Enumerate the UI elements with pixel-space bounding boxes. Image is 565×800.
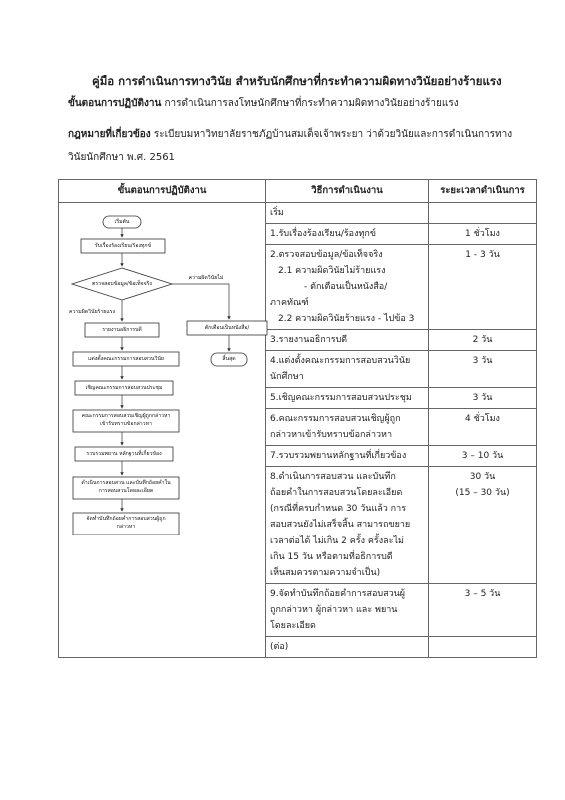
flow-serious-label: ความผิดวินัยร้ายแรง [68,309,116,315]
law-text: ระเบียบมหาวิทยาลัยราชภัฏบ้านสมเด็จเจ้าพระยา ว่าด้วยวินัยและการดำเนินการทาง [153,129,513,140]
time-cell: 3 วัน [429,388,537,409]
time-line: (15 – 30 วัน) [455,488,510,498]
method-cell: 1.รับเรื่องร้องเรียน/ร้องทุกข์ [266,224,429,245]
time-cell: 1 - 3 วัน [429,245,537,330]
table-header-row [59,180,537,203]
method-line: กล่าวหาเข้ารับทราบข้อกล่าวหา [270,430,393,440]
method-line: (กรณีที่ครบกำหนด 30 วันแล้ว การ [270,504,407,514]
page-title: คู่มือ การดำเนินการทางวินัย สำหรับนักศึกษาที่กระทำความผิดทางวินัยอย่างร้ายแรง [92,74,502,88]
flow-warn-label: ตักเตือนเป็นหนังสือ/ [204,325,250,331]
method-line: เวลาต่อได้ ไม่เกิน 2 ครั้ง ครั้งละไม่ [270,536,404,546]
method-line: 6.คณะกรรมการสอบสวนเชิญผู้ถูก [270,414,401,424]
flow-evidence-label: รวบรวมพยาน หลักฐานที่เกี่ยวข้อง [86,451,162,457]
method-cell [266,584,429,637]
flow-invite-label: เชิญคณะกรรมการสอบสวนประชุม [85,385,163,391]
method-line: ถ้อยคำในการสอบสวนโดยละเอียด [270,488,403,498]
method-line: เห็นสมควรตามความจำเป็น) [270,568,381,578]
flow-notify-label-2: เข้ารับทราบข้อกล่าวหา [100,421,152,427]
column-header: ขั้นตอนการปฏิบัติงาน [59,180,266,203]
time-cell: 3 – 5 วัน [429,584,537,637]
procedure-table [58,179,537,658]
column-header: วิธีการดำเนินงาน [266,180,429,203]
time-cell [429,467,537,584]
method-cell: เริ่ม [266,203,429,224]
flowchart [63,205,261,535]
method-cell [266,245,429,330]
method-line: เกิน 15 วัน หรือตามที่อธิการบดี [270,552,393,562]
method-cell: 3.รายงานอธิการบดี [266,330,429,351]
method-line: 8.ดำเนินการสอบสวน และบันทึก [270,472,396,482]
flow-record-label-1: จัดทำบันทึกถ้อยคำการสอบสวนผู้ถูก [86,516,166,522]
method-cell [266,409,429,446]
method-line: นักศึกษา [270,372,304,382]
method-line: 2.1 ความผิดวินัยไม่ร้ายแรง [278,266,386,276]
method-cell [266,467,429,584]
method-line: 9.จัดทำบันทึกถ้อยคำการสอบสวนผู้ [270,589,406,599]
time-cell: 2 วัน [429,330,537,351]
method-line: - ตักเตือนเป็นหนังสือ/ [304,282,388,292]
flow-start-label: เริ่มต้น [114,219,130,225]
method-line: โดยละเอียด [270,621,316,631]
flow-notify-label-1: คณะกรรมการสอบสวนเชิญผู้ถูกกล่าวหา [81,413,171,419]
time-cell [429,203,537,224]
flow-record-label-2: กล่าวหา [116,524,136,530]
method-cell: 7.รวบรวมพยานหลักฐานที่เกี่ยวข้อง [266,446,429,467]
law-label: กฎหมายที่เกี่ยวข้อง [68,129,151,140]
time-cell [429,637,537,658]
method-line: 4.แต่งตั้งคณะกรรมการสอบสวนวินัย [270,356,411,366]
procedure-text: การดำเนินการลงโทษนักศึกษาที่กระทำความผิดทางวินัยอย่างร้ายแรง [164,98,459,109]
time-line: 30 วัน [469,472,496,482]
time-cell: 3 วัน [429,351,537,388]
method-line: ถูกกล่าวหา ผู้กล่าวหา และ พยาน [270,605,398,615]
flow-not-serious-label: ความผิดวินัยไม่ [188,275,224,281]
method-cell: 5.เชิญคณะกรรมการสอบสวนประชุม [266,388,429,409]
method-line: ภาคทัณฑ์ [270,298,309,308]
law-line [68,127,512,142]
method-cell: (ต่อ) [266,637,429,658]
flow-check-label: ตรวจสอบข้อมูล/ข้อเท็จจริง [92,281,152,287]
flowchart-cell [59,203,266,658]
table-row [59,203,537,224]
procedure-line [68,96,459,111]
law-text-continued: วินัยนักศึกษา พ.ศ. 2561 [68,152,175,163]
time-cell: 3 – 10 วัน [429,446,537,467]
procedure-label: ขั้นตอนการปฏิบัติงาน [68,98,162,109]
time-cell: 1 ชั่วโมง [429,224,537,245]
column-header: ระยะเวลาดำเนินการ [429,180,537,203]
method-cell [266,351,429,388]
time-cell: 4 ชั่วโมง [429,409,537,446]
method-line: 2.ตรวจสอบข้อมูล/ข้อเท็จจริง [270,250,383,260]
flow-end-label: สิ้นสุด [222,356,236,362]
flow-appoint-label: แต่งตั้งคณะกรรมการสอบสวนวินัย [88,356,164,362]
flow-report-label: รายงานอธิการบดี [102,327,142,333]
method-line: สอบสวนยังไม่เสร็จสิ้น สามารถขยาย [270,520,411,530]
flow-investigate-label-2: การสอบสวนโดยละเอียด [98,488,154,494]
flow-receive-label: รับเรื่องร้องเรียน/ร้องทุกข์ [94,243,152,249]
method-line: 2.2 ความผิดวินัยร้ายแรง - ไปข้อ 3 [278,314,415,324]
flow-investigate-label-1: ดำเนินการสอบสวน และบันทึกถ้อยคำใน [81,480,171,486]
